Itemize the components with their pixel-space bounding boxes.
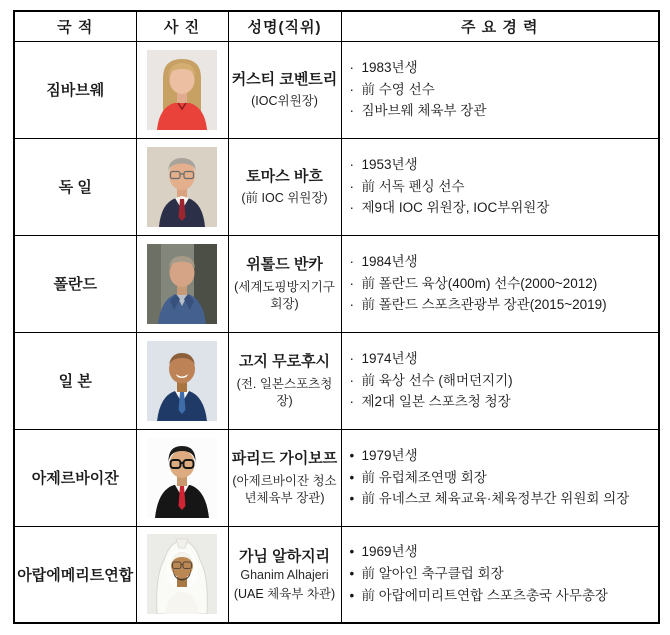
bullet-icon: · [349,103,354,119]
person-title: (세계도핑방지기구 회장) [234,279,335,311]
bullet-icon: • [349,491,355,507]
career-text: 前 육상 선수 (해머던지기) [361,372,513,388]
career-list [341,41,659,138]
career-item [349,563,653,585]
portrait-photo [147,147,217,227]
career-list [341,429,659,526]
career-item [349,445,653,467]
career-item [349,251,653,273]
bullet-icon: · [349,156,354,172]
country-label: 일 본 [14,332,136,429]
career-text: 前 서독 펜싱 선수 [361,178,465,194]
person-name: 위톨드 반카 [246,256,323,274]
career-text: 1953년생 [361,156,418,172]
career-text: 前 아랍에미리트연합 스포츠총국 사무총장 [361,588,608,604]
country-label: 짐바브웨 [14,41,136,138]
career-list [341,138,659,235]
portrait-photo [147,244,217,324]
person-name: 토마스 바흐 [246,167,323,185]
career-text: 前 알아인 축구클럽 회장 [361,566,504,582]
career-text: 제2대 일본 스포츠청 청장 [361,394,511,410]
career-item [349,294,653,316]
person-name: 가님 알하지리 [238,547,331,565]
career-text: 前 폴란드 스포츠관광부 장관(2015~2019) [361,297,607,313]
career-list [341,332,659,429]
career-item [349,348,653,370]
person-title: (UAE 체육부 차관) [233,586,336,601]
career-text: 1974년생 [361,350,418,366]
career-text: 1969년생 [361,544,418,560]
table-row [14,526,659,623]
career-item [349,100,653,122]
career-text: 前 유네스코 체육교육·체육정부간 위원회 의장 [361,491,630,507]
career-item [349,197,653,219]
table-row [14,235,659,332]
header-name-position: 성명(직위) [228,11,341,41]
career-item [349,370,653,392]
country-label: 아제르바이잔 [14,429,136,526]
header-row [14,11,659,41]
person-title: (아제르바이잔 청소년체육부 장관) [232,473,337,505]
bullet-icon: · [349,350,354,366]
person-title: (IOC위원장) [251,94,318,109]
header-photo: 사 진 [136,11,228,41]
portrait-photo [147,438,217,518]
person-name: 파리드 가이보프 [231,450,338,468]
person-name: 고지 무로후시 [238,353,331,371]
bullet-icon: · [349,275,354,291]
bullet-icon: · [349,297,354,313]
career-text: 1983년생 [361,59,418,75]
career-text: 前 유럽체조연맹 회장 [361,469,487,485]
bullet-icon: · [349,200,354,216]
career-text: 제9대 IOC 위원장, IOC부위원장 [361,200,550,216]
career-item [349,541,653,563]
person-title: (前 IOC 위원장) [241,191,328,206]
portrait-photo [147,50,217,130]
bullet-icon: • [349,544,355,560]
person-title: (전. 일본스포츠청장) [236,376,333,408]
header-nationality: 국 적 [14,11,136,41]
header-career: 주 요 경 력 [341,11,659,41]
career-item [349,391,653,413]
country-label: 아랍에메리트연합 [14,526,136,623]
table-row [14,332,659,429]
table-row [14,41,659,138]
bullet-icon: • [349,469,355,485]
career-item [349,585,653,607]
bullet-icon: • [349,566,355,582]
career-item [349,79,653,101]
bullet-icon: • [349,447,355,463]
career-text: 前 수영 선수 [361,81,435,97]
bullet-icon: · [349,81,354,97]
person-name: 커스티 코벤트리 [231,70,338,88]
ioc-officials-table [13,10,660,624]
country-label: 폴란드 [14,235,136,332]
bullet-icon: · [349,253,354,269]
career-item [349,57,653,79]
bullet-icon: · [349,178,354,194]
bullet-icon: • [349,588,355,604]
career-item [349,273,653,295]
bullet-icon: · [349,394,354,410]
country-label: 독 일 [14,138,136,235]
career-item [349,176,653,198]
career-list [341,235,659,332]
person-latin-name: Ghanim Alhajeri [240,568,329,583]
career-list [341,526,659,623]
table-row [14,138,659,235]
bullet-icon: · [349,59,354,75]
career-text: 짐바브웨 체육부 장관 [361,103,487,119]
career-text: 1979년생 [361,447,418,463]
career-text: 1984년생 [361,253,418,269]
portrait-photo [147,341,217,421]
bullet-icon: · [349,372,354,388]
table-row [14,429,659,526]
career-item [349,154,653,176]
portrait-photo [147,534,217,614]
career-item [349,467,653,489]
career-item [349,488,653,510]
career-text: 前 폴란드 육상(400m) 선수(2000~2012) [361,275,598,291]
